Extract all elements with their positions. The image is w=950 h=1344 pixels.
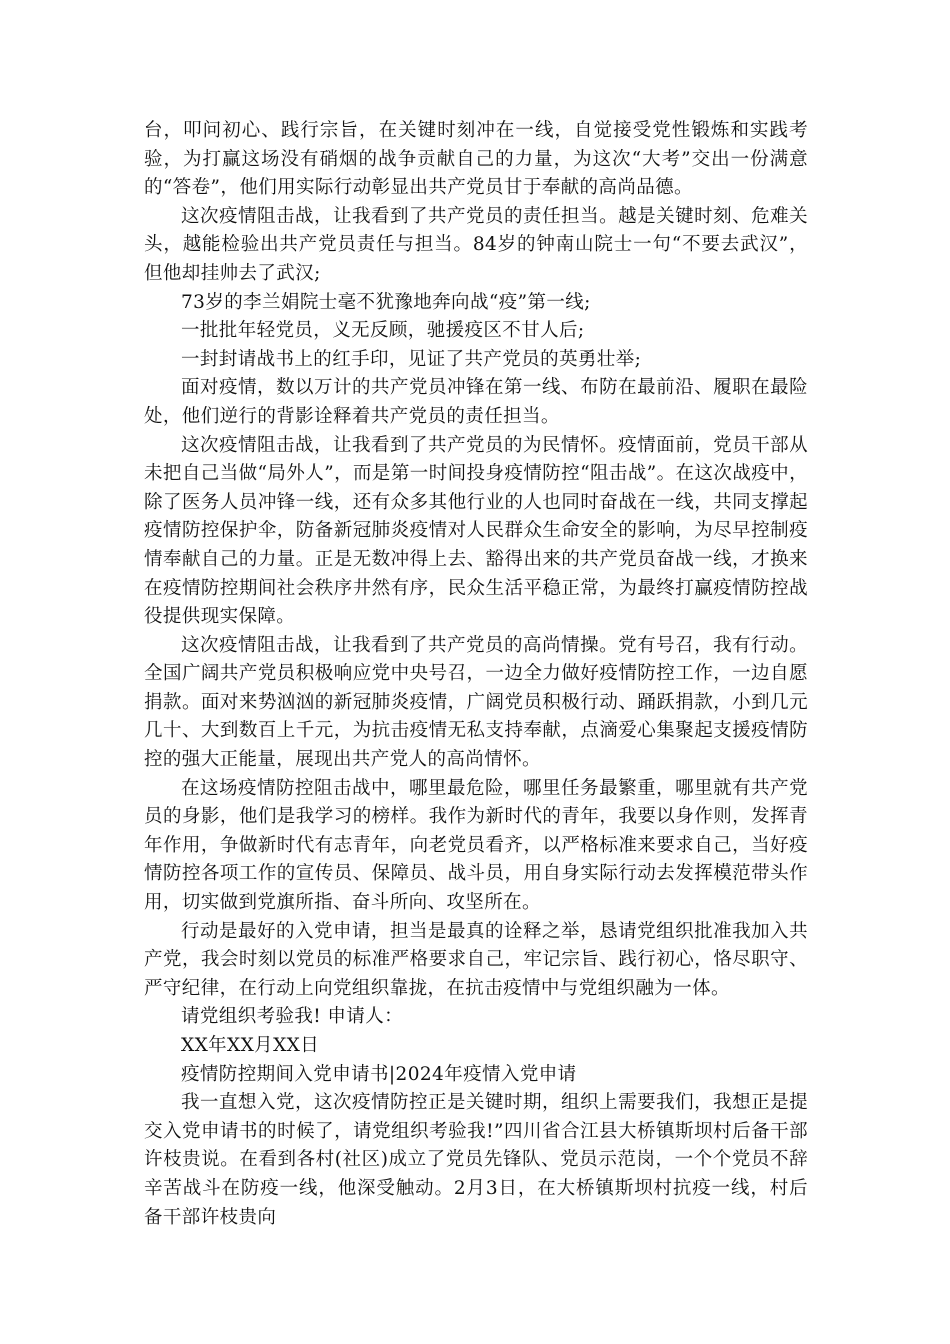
paragraph-responsibility: 这次疫情阻击战，让我看到了共产党员的责任担当。越是关键时刻、危难关头，越能检验出共产党员责任与担当。84岁的钟南山院士一句“不要去武汉”，但他却挂帅去了武汉; [144, 205, 808, 284]
paragraph-noble-sentiment: 这次疫情阻击战，让我看到了共产党员的高尚情操。党有号召，我有行动。全国广阔共产党员积极响应党中央号召，一边全力做好疫情防控工作，一边自愿捐款。面对来势汹汹的新冠肺炎疫情，广阔党员积极行动、踊跃捐款，小到几元几十、大到数百上千元，为抗击疫情无私支持奉献，点滴爱心集聚起支援疫情防控的强大正能量，展现出共产党人的高尚情怀。 [144, 634, 808, 771]
paragraph-continued-intro: 台，叩问初心、践行宗旨，在关键时刻冲在一线，自觉接受党性锻炼和实践考验，为打赢这场没有硝烟的战争贡献自己的力量，为这次“大考”交出一份满意的“答卷”，他们用实际行动彰显出共产党员甘于奉献的高尚品德。 [144, 120, 808, 199]
paragraph-application-request: 行动是最好的入党申请，担当是最真的诠释之举，恳请党组织批准我加入共产党，我会时刻以党员的标准严格要求自己，牢记宗旨、践行初心，恪尽职守、严守纪律，在行动上向党组织靠拢，在抗击疫情中与党组织融为一体。 [144, 920, 808, 999]
paragraph-frontline: 面对疫情，数以万计的共产党员冲锋在第一线、布防在最前沿、履职在最险处，他们逆行的背影诠释着共产党员的责任担当。 [144, 377, 808, 427]
paragraph-role-models: 在这场疫情防控阻击战中，哪里最危险，哪里任务最繁重，哪里就有共产党员的身影，他们是我学习的榜样。我作为新时代的青年，我要以身作则，发挥青年作用，争做新时代有志青年，向老党员看齐，以严格标准来要求自己，当好疫情防控各项工作的宣传员、保障员、战斗员，用自身实际行动去发挥模范带头作用，切实做到党旗所指、奋斗所向、攻坚所在。 [144, 777, 808, 914]
paragraph-li-lanjuan: 73岁的李兰娟院士毫不犹豫地奔向战“疫”第一线; [181, 291, 591, 313]
paragraph-young-members: 一批批年轻党员，义无反顾，驰援疫区不甘人后; [181, 320, 585, 342]
document-body [144, 117, 808, 1232]
section-heading: 疫情防控期间入党申请书|2024年疫情入党申请 [181, 1063, 577, 1085]
date-line: XX年XX月XX日 [181, 1035, 320, 1056]
paragraph-second-application: 我一直想入党，这次疫情防控正是关键时期，组织上需要我们，我想正是提交入党申请书的时候了，请党组织考验我!”四川省合江县大桥镇斯坝村后备干部许枝贵说。在看到各村(社区)成立了党员先锋队、党员示范岗，一个个党员不辞辛苦战斗在防疫一线，他深受触动。2月3日，在大桥镇斯坝村抗疫一线，村后备干部许枝贵向 [144, 1092, 808, 1228]
paragraph-people-feelings: 这次疫情阻击战，让我看到了共产党员的为民情怀。疫情面前，党员干部从未把自己当做“局外人”，而是第一时间投身疫情防控“阻击战”。在这次战疫中，除了医务人员冲锋一线，还有众多其他行业的人也同时奋战在一线，共同支撑起疫情防控保护伞，防备新冠肺炎疫情对人民群众生命安全的影响，为尽早控制疫情奉献自己的力量。正是无数冲得上去、豁得出来的共产党员奋战一线，才换来在疫情防控期间社会秩序井然有序，民众生活平稳正常，为最终打赢疫情防控战役提供现实保障。 [144, 434, 808, 628]
paragraph-petition-letters: 一封封请战书上的红手印，见证了共产党员的英勇壮举; [181, 348, 642, 370]
signature-line: 请党组织考验我! 申请人： [181, 1006, 404, 1028]
